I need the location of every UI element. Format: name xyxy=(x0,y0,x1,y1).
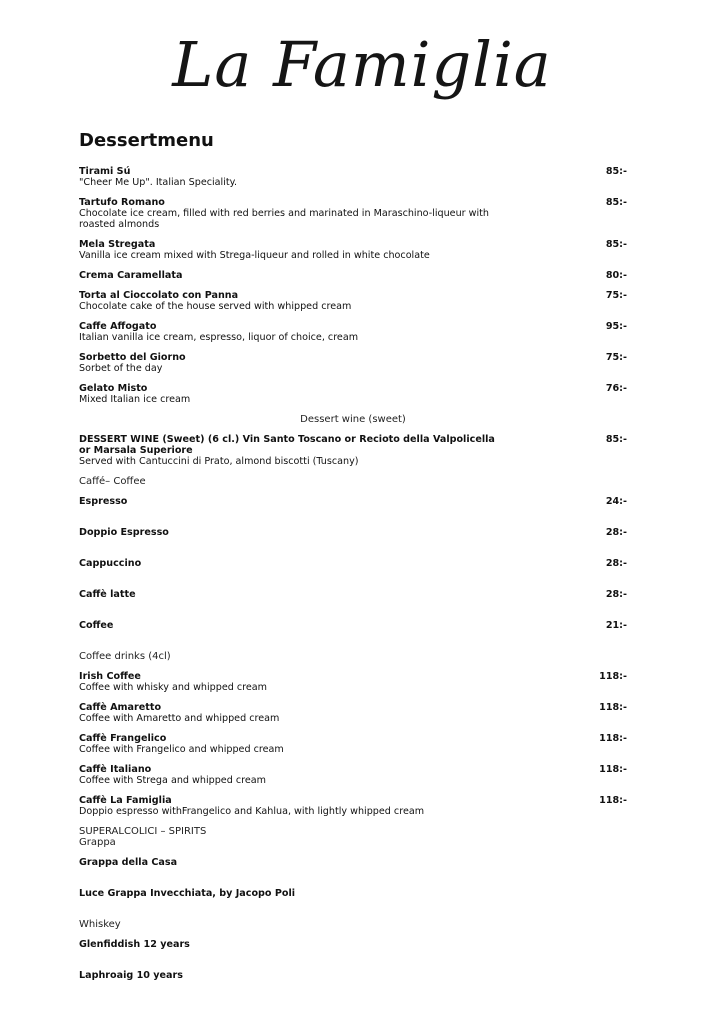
item-name: Cappuccino xyxy=(79,558,142,569)
section-spirits: SUPERALCOLICI – SPIRITS xyxy=(79,826,207,837)
item-name: Caffe Affogato xyxy=(79,321,157,332)
item-name: Caffè La Famiglia xyxy=(79,795,172,806)
item-description: Coffee with Strega and whipped cream xyxy=(79,775,266,786)
item-description: Italian vanilla ice cream, espresso, liquor of choice, cream xyxy=(79,332,359,343)
menu-item xyxy=(79,383,627,405)
item-price: 118:- xyxy=(599,795,627,806)
item-price: 28:- xyxy=(605,558,627,569)
item-price: 85:- xyxy=(605,434,627,445)
menu-item xyxy=(79,527,627,538)
item-description: Coffee with Amaretto and whipped cream xyxy=(79,713,280,724)
item-name: Caffè Amaretto xyxy=(79,702,162,713)
item-name: Caffè Frangelico xyxy=(79,733,167,744)
menu-item xyxy=(79,939,627,950)
item-description: Vanilla ice cream mixed with Strega-liqueur and rolled in white chocolate xyxy=(79,250,430,261)
item-price: 28:- xyxy=(605,589,627,600)
menu-item xyxy=(79,270,627,281)
item-price: 75:- xyxy=(605,352,627,363)
menu-item xyxy=(79,589,627,600)
item-price: 118:- xyxy=(599,764,627,775)
item-name: Crema Caramellata xyxy=(79,270,183,281)
menu-item xyxy=(79,888,627,899)
item-description: "Cheer Me Up". Italian Speciality. xyxy=(79,177,238,188)
page-title: Dessertmenu xyxy=(79,130,214,151)
item-price: 118:- xyxy=(599,671,627,682)
menu-item xyxy=(79,558,627,569)
item-name: Tartufo Romano xyxy=(79,197,165,208)
item-price: 85:- xyxy=(605,239,627,250)
menu-item xyxy=(79,795,627,817)
item-name: Grappa della Casa xyxy=(79,857,178,868)
item-name: Caffè latte xyxy=(79,589,136,600)
item-description: Doppio espresso withFrangelico and Kahlua, with lightly whipped cream xyxy=(79,806,425,817)
menu-list xyxy=(79,166,627,981)
menu-item xyxy=(79,702,627,724)
item-name: Doppio Espresso xyxy=(79,527,169,538)
item-description: Coffee with Frangelico and whipped cream xyxy=(79,744,284,755)
item-name: Espresso xyxy=(79,496,128,507)
item-name: Irish Coffee xyxy=(79,671,141,682)
menu-item xyxy=(79,290,627,312)
item-name: DESSERT WINE (Sweet) (6 cl.) Vin Santo Toscano or Recioto della Valpolicella or Marsala Superiore xyxy=(79,434,495,456)
item-price: 75:- xyxy=(605,290,627,301)
menu-item xyxy=(79,321,627,343)
menu-item xyxy=(79,857,627,868)
item-price: 24:- xyxy=(605,496,627,507)
item-description: Sorbet of the day xyxy=(79,363,163,374)
item-description: Chocolate ice cream, filled with red berries and marinated in Maraschino-liqueur with roasted almonds xyxy=(79,208,490,230)
item-price: 76:- xyxy=(605,383,627,394)
item-price: 85:- xyxy=(605,197,627,208)
menu-item xyxy=(79,733,627,755)
menu-item xyxy=(79,197,627,230)
item-name: Tirami Sú xyxy=(79,166,131,177)
section-whiskey: Whiskey xyxy=(79,919,121,930)
section-coffee-drinks: Coffee drinks (4cl) xyxy=(79,651,171,662)
item-name: Gelato Misto xyxy=(79,383,148,394)
menu-item xyxy=(79,671,627,693)
item-name: Mela Stregata xyxy=(79,239,156,250)
item-price: 85:- xyxy=(605,166,627,177)
menu-item xyxy=(79,496,627,507)
item-name: Caffè Italiano xyxy=(79,764,152,775)
section-grappa: Grappa xyxy=(79,837,116,848)
item-name: Luce Grappa Invecchiata, by Jacopo Poli xyxy=(79,888,296,899)
item-name: Torta al Cioccolato con Panna xyxy=(79,290,239,301)
item-name: Glenfiddish 12 years xyxy=(79,939,190,950)
item-price: 80:- xyxy=(605,270,627,281)
section-caffe: Caffé– Coffee xyxy=(79,476,146,487)
item-price: 95:- xyxy=(605,321,627,332)
item-description: Coffee with whisky and whipped cream xyxy=(79,682,268,693)
item-price: 28:- xyxy=(605,527,627,538)
item-name: Coffee xyxy=(79,620,114,631)
menu-item xyxy=(79,434,627,467)
restaurant-logo: La Famiglia xyxy=(172,28,552,101)
menu-item xyxy=(79,620,627,631)
section-dessert-wine: Dessert wine (sweet) xyxy=(300,414,406,425)
item-price: 118:- xyxy=(599,702,627,713)
menu-item xyxy=(79,764,627,786)
menu-item xyxy=(79,239,627,261)
menu-item xyxy=(79,166,627,188)
item-description: Served with Cantuccini di Prato, almond biscotti (Tuscany) xyxy=(79,456,359,467)
menu-item xyxy=(79,970,627,981)
item-price: 118:- xyxy=(599,733,627,744)
item-description: Mixed Italian ice cream xyxy=(79,394,191,405)
item-price: 21:- xyxy=(605,620,627,631)
item-name: Laphroaig 10 years xyxy=(79,970,183,981)
menu-item xyxy=(79,352,627,374)
item-name: Sorbetto del Giorno xyxy=(79,352,186,363)
item-description: Chocolate cake of the house served with whipped cream xyxy=(79,301,352,312)
